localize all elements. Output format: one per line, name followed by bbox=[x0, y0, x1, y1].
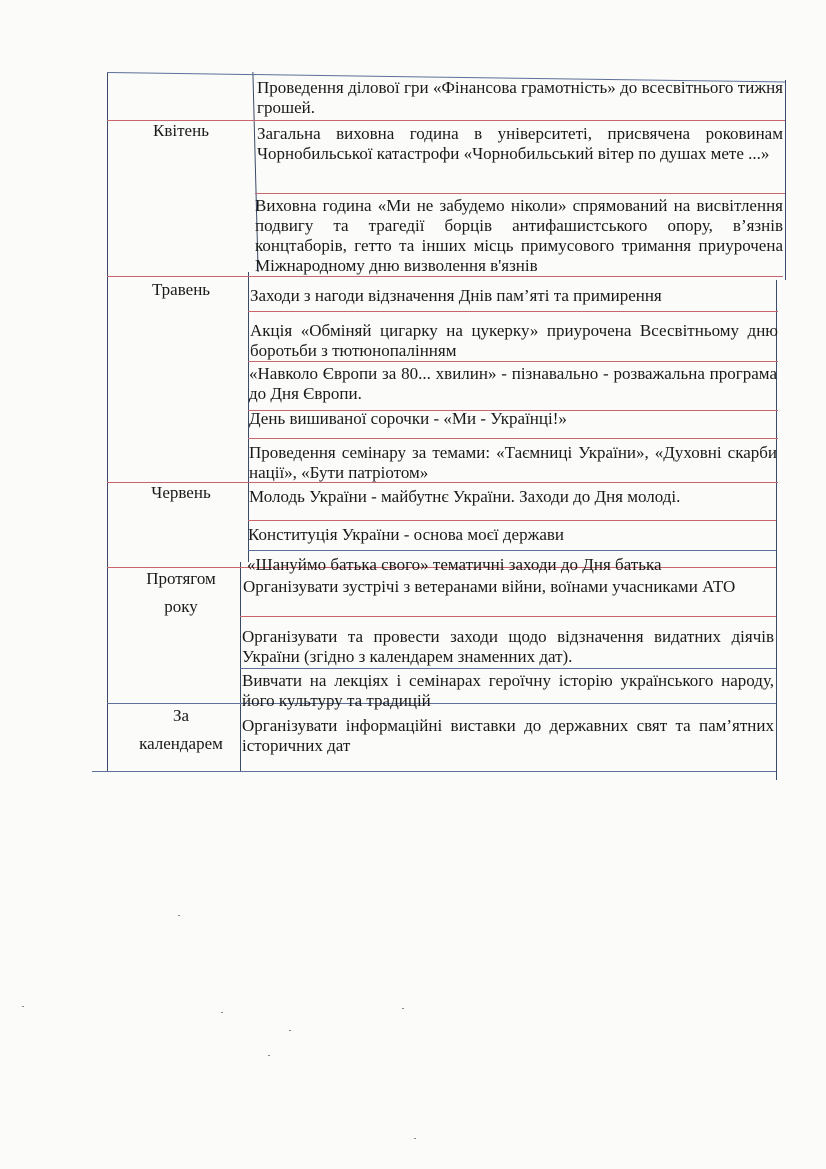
activity-cell: День вишиваної сорочки - «Ми - Українці!» bbox=[249, 409, 567, 428]
month-cell bbox=[107, 568, 255, 618]
cell-divider bbox=[248, 550, 776, 551]
activity-cell: Конституція України - основа моєї держави bbox=[248, 525, 564, 544]
cell-divider bbox=[248, 438, 778, 439]
scan-speck bbox=[268, 1055, 270, 1056]
month-line: календарем bbox=[139, 734, 223, 753]
table-bottom-border bbox=[92, 771, 776, 772]
month-cell bbox=[107, 705, 255, 755]
month-line: Протягом bbox=[146, 569, 216, 588]
cell-divider bbox=[248, 520, 776, 521]
activity-cell: Організувати зустрічі з ветеранами війни, воїнами учасниками АТО bbox=[243, 577, 736, 596]
cell-divider bbox=[240, 668, 776, 669]
row-divider bbox=[107, 276, 783, 277]
cell-divider bbox=[248, 361, 778, 362]
scan-speck bbox=[414, 1138, 416, 1139]
scan-speck bbox=[221, 1012, 223, 1013]
cell-divider bbox=[248, 311, 778, 312]
activity-cell: Молодь України - майбутнє України. Заходи до Дня молоді. bbox=[249, 487, 681, 506]
activity-cell: Проведення ділової гри «Фінансова грамотність» до всесвітнього тижня грошей. bbox=[257, 78, 783, 117]
month-cell: Квітень bbox=[153, 121, 209, 140]
activity-cell: Акція «Обміняй цигарку на цукерку» приурочена Всесвітньому дню боротьби з тютюнопалінням bbox=[250, 321, 778, 360]
table-left-border bbox=[107, 72, 108, 772]
scan-speck bbox=[289, 1030, 291, 1031]
cell-divider bbox=[255, 193, 785, 194]
activity-cell: Організувати інформаційні виставки до державних свят та пам’ятних історичних дат bbox=[242, 716, 774, 755]
activity-cell: Виховна година «Ми не забудемо ніколи» спрямований на висвітлення подвигу та трагедії борців антифашистського опору, в’язнів концтаборів, гетто та інших місць примусового тримання приурочена Міжнародному дню визволення в'язнів bbox=[255, 196, 783, 275]
activity-cell: Організувати та провести заходи щодо відзначення видатних діячів України (згідно з календарем знаменних дат). bbox=[242, 627, 774, 666]
month-line: За bbox=[172, 706, 190, 725]
month-cell: Червень bbox=[151, 483, 211, 502]
activity-cell: «Навколо Європи за 80... хвилин» - пізнавально - розважальна програма до Дня Європи. bbox=[249, 364, 777, 403]
scan-speck bbox=[22, 1006, 24, 1007]
table-right-border bbox=[785, 80, 786, 280]
scan-speck bbox=[178, 915, 180, 916]
month-cell: Травень bbox=[151, 280, 211, 299]
scan-speck bbox=[402, 1008, 404, 1009]
activity-cell: Заходи з нагоди відзначення Днів пам’яті та примирення bbox=[250, 286, 662, 305]
month-line: року bbox=[164, 597, 198, 616]
activity-cell: Загальна виховна година в університеті, присвячена роковинам Чорнобильської катастрофи «Чорнобильський вітер по душах мете ...» bbox=[257, 124, 783, 163]
cell-divider bbox=[240, 616, 776, 617]
activity-cell: «Шануймо батька свого» тематичні заходи до Дня батька bbox=[247, 555, 662, 574]
activity-cell: Проведення семінару за темами: «Таємниці України», «Духовні скарби нації», «Бути патріотом» bbox=[249, 443, 777, 482]
activity-cell: Вивчати на лекціях і семінарах героїчну історію українського народу, його культуру та традицій bbox=[242, 671, 774, 710]
